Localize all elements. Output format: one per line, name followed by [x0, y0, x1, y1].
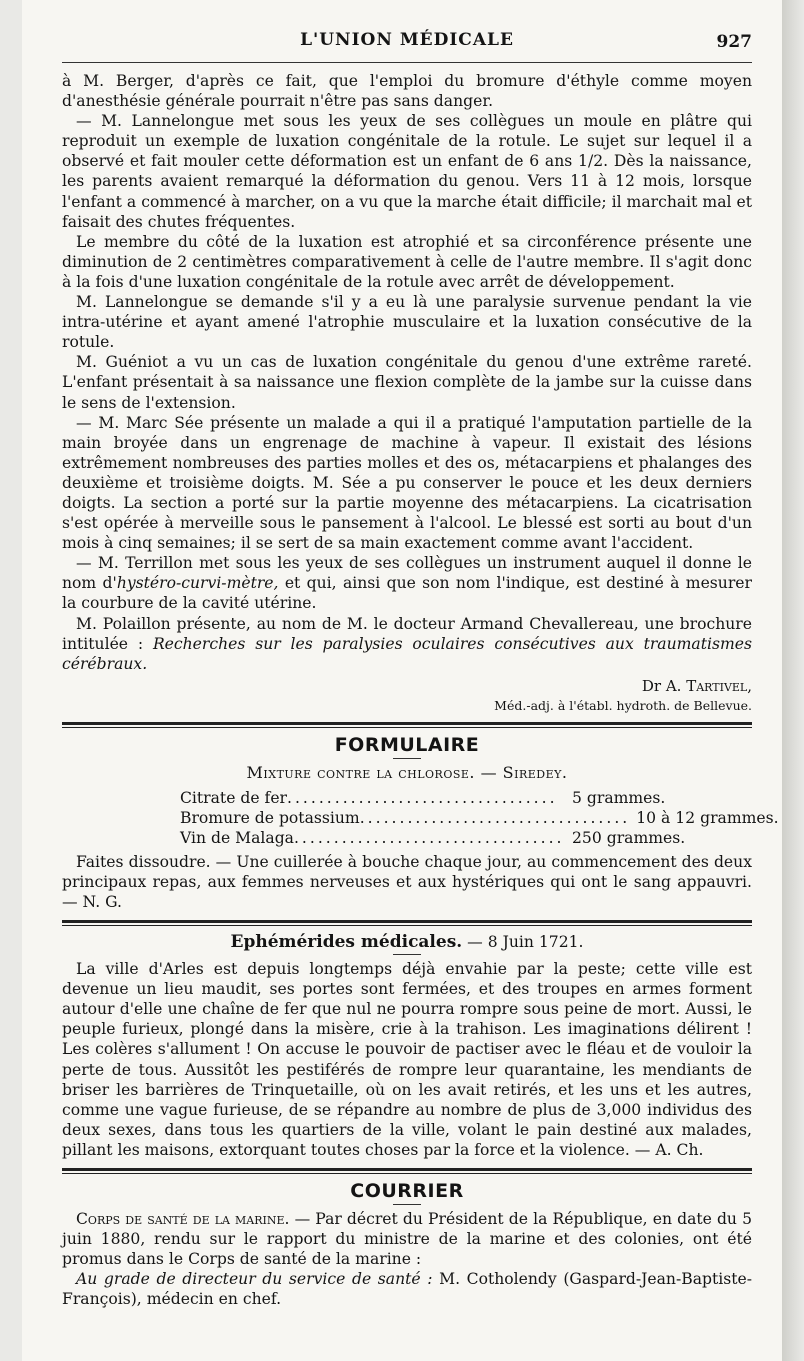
paragraph-terrillon [62, 553, 752, 613]
terrillon-text-end: et qui, ainsi que son nom l'indique, est destiné à mesurer la courbure de la cavité utérine. [62, 574, 752, 613]
ephemerides-section [62, 932, 752, 1160]
running-header [62, 26, 752, 63]
page-number: 927 [716, 32, 752, 52]
section-divider [62, 920, 752, 926]
formulaire-section [62, 733, 779, 912]
journal-title: L'UNION MÉDICALE [300, 30, 514, 50]
leader-dots: .................................. [359, 808, 631, 827]
polaillon-text: M. Polaillon présente, au nom de M. le docteur Armand Chevallereau, une brochure intitulée : [62, 614, 752, 653]
ingredient-row: Bromure de potassium .................................. 10 à 12 grammes. [180, 808, 779, 827]
courrier-lead: Corps de santé de la marine. [76, 1210, 290, 1229]
instrument-name: hystéro-curvi-mètre, [116, 574, 279, 593]
formula-instructions: Faites dissoudre. — Une cuillerée à bouche chaque jour, au commencement des deux principaux repas, aux femmes nerveuses et aux hystériques qui ont le sang appauvri. — N. G. [62, 852, 752, 911]
paragraph-berger: à M. Berger, d'après ce fait, que l'emploi du bromure d'éthyle comme moyen d'anesthésie générale pourrait n'être pas sans danger. [62, 72, 752, 111]
ingredient-qty: 5 grammes. [572, 788, 666, 807]
paragraph-atrophy: Le membre du côté de la luxation est atrophié et sa circonférence présente une diminution de 2 centimètres comparativement à celle de l'autre membre. Il s'agit donc à la fois d'une luxation congénitale de la rotule avec arrêt de développement. [62, 232, 752, 291]
courrier-section [62, 1180, 752, 1309]
formulaire-heading: FORMULAIRE [334, 733, 480, 756]
paragraph-marc-see: — M. Marc Sée présente un malade a qui il a pratiqué l'amputation partielle de la main broyée dans un engrenage de machine à vapeur. Il existait des lésions extrêmement nombreuses des parties molles et des os, métacarpiens et phalanges des deuxième et troisième doigts. M. Sée a pu conserver le pouce et les deux derniers doigts. La section a porté sur la partie moyenne des métacarpiens. La cicatrisation s'est opérée à merveille sous le pansement à l'alcool. Le blessé est sorti au bout d'un mois à cinq semaines; il se sert de sa main exactement comme avant l'accident. [62, 413, 752, 553]
heading-underline [393, 954, 421, 955]
section-divider [62, 1168, 752, 1174]
grade-label: Au grade de directeur du service de santé : [76, 1270, 433, 1289]
ephemerides-text: La ville d'Arles est depuis longtemps déjà envahie par la peste; cette ville est devenue un lieu maudit, ses portes sont fermées, et des troupes en armes forment autour d'elle une chaîne de fer que nul ne pourra rompre sous peine de mort. Aussi, le peuple furieux, plongé dans la misère, crie à la trahison. Les imaginations délirent ! Les colères s'allument ! On accuse le pouvoir de pactiser avec le fléau et de vouloir la perte de tous. Aussitôt les pestiférés de rompre leur quarantaine, les mendiants de briser les barrières de Trinquetaille, où on les avait retirés, et les uns et les autres, comme une vague furieuse, de se répandre au nombre de plus de 3,000 individus des deux sexes, dans tous les quartiers de la ville, volant le pain destiné aux malades, pillant les maisons, extorquant toutes choses par la force et la violence. — A. Ch. [62, 960, 752, 1159]
courrier-paragraph: Corps de santé de la marine. — Par décret du Président de la République, en date du 5 juin 1880, rendu sur le rapport du ministre de la marine et des colonies, ont été promus dans le Corps de santé de la marine : [62, 1210, 752, 1269]
formula-title: Mixture contre la chlorose. — Siredey. [246, 762, 568, 782]
journal-page [22, 0, 782, 1361]
ingredient-qty: 10 à 12 grammes. [636, 808, 779, 827]
ingredient-list [180, 788, 779, 848]
ingredient-qty: 250 grammes. [572, 828, 686, 847]
heading-underline [393, 1204, 421, 1205]
society-report [62, 71, 752, 716]
brochure-title: Recherches sur les paralysies oculaires consécutives aux traumatismes cérébraux. [62, 634, 752, 673]
leader-dots: .................................. [293, 828, 565, 847]
paragraph-gueniot: M. Guéniot a vu un cas de luxation congénitale du genou d'une extrême rareté. L'enfant présentait à sa naissance une flexion complète de la jambe sur la cuisse dans le sens de l'extension. [62, 353, 752, 412]
ingredient-row: Citrate de fer .................................. 5 grammes. [180, 788, 700, 808]
promotion-paragraph: Au grade de directeur du service de santé : M. Cotholendy (Gaspard-Jean-Baptiste-François), médecin en chef. [62, 1270, 752, 1309]
paragraph-lannelongue: — M. Lannelongue met sous les yeux de ses collègues un moule en plâtre qui reproduit un exemple de luxation congénitale de la rotule. Le sujet sur lequel il a observé et fait mouler cette déformation est un enfant de 6 ans 1/2. Dès la naissance, les parents avaient remarqué la déformation du genou. Vers 11 à 12 mois, lorsque l'enfant a commencé à marcher, on a vu que la marche était difficile; il marchait mal et faisait des chutes fréquentes. [62, 112, 752, 231]
ingredient-row: Vin de Malaga .................................. 250 grammes. [180, 828, 700, 848]
signature-block [62, 676, 752, 716]
leader-dots: .................................. [287, 788, 558, 807]
heading-underline [393, 758, 421, 759]
courrier-heading: COURRIER [350, 1180, 464, 1203]
terrillon-text: — M. Terrillon met sous les yeux de ses collègues un instrument auquel il donne le nom d' [62, 554, 752, 593]
paragraph-paralysis: M. Lannelongue se demande s'il y a eu là une paralysie survenue pendant la vie intra-utérine et ayant amené l'atrophie musculaire et la luxation consécutive de la rotule. [62, 293, 752, 352]
paragraph-polaillon [62, 614, 752, 674]
ephemerides-heading: Ephémérides médicales. — 8 Juin 1721. [230, 932, 584, 953]
section-divider [62, 722, 752, 728]
signature-affiliation: Méd.-adj. à l'établ. hydroth. de Bellevue. [494, 697, 752, 713]
signature-name: Dr A. Tartivel, [641, 676, 752, 695]
